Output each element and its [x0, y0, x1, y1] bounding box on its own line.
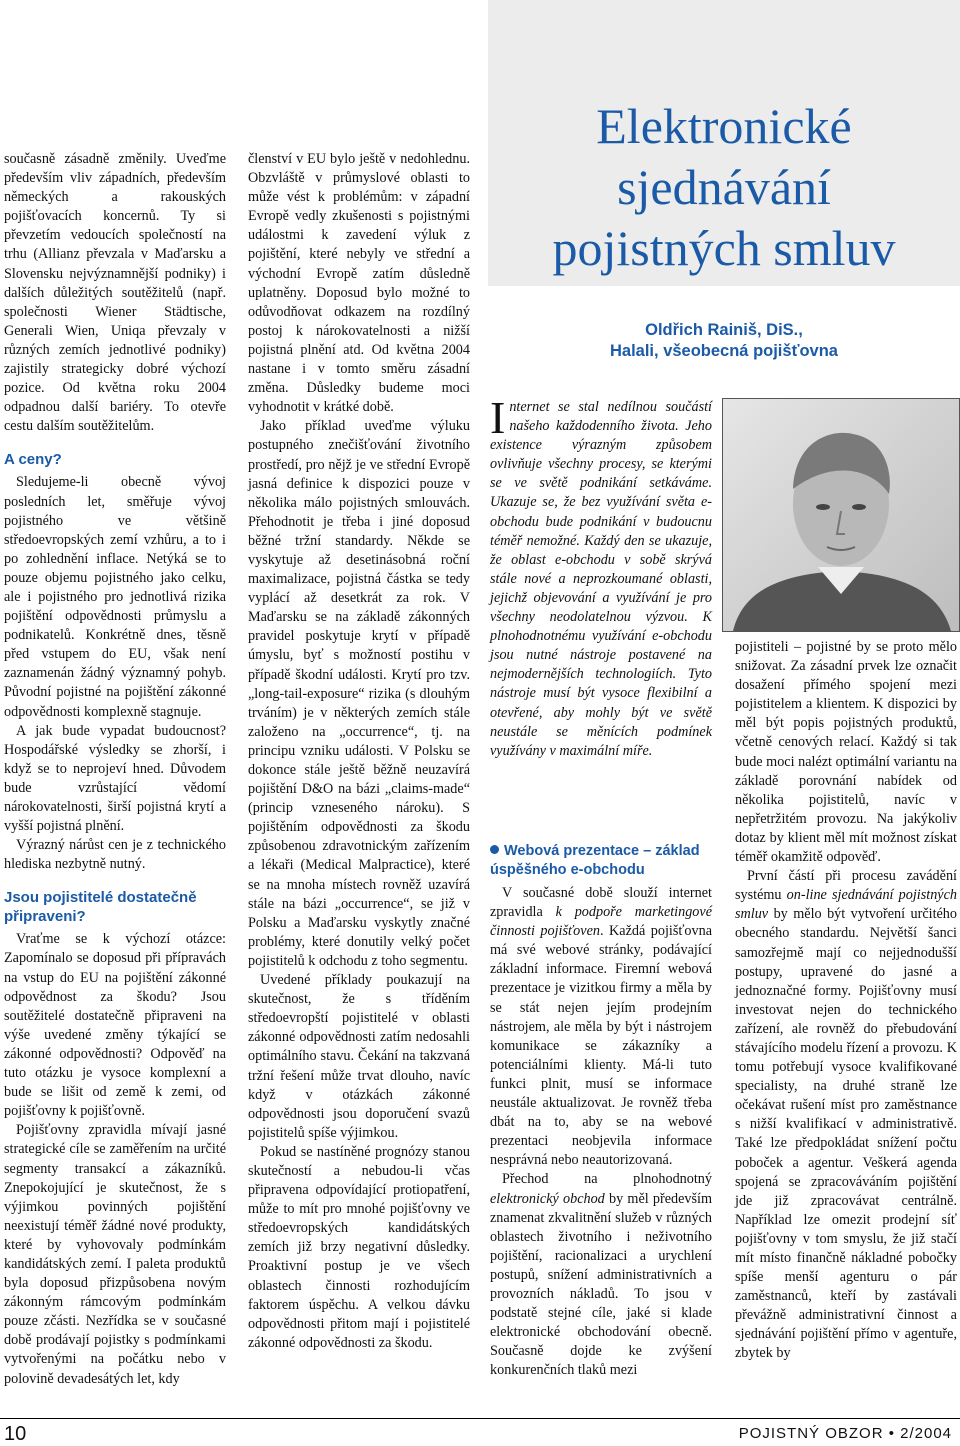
- section-heading-webova-prezentace: Webová prezentace – základ úspěšného e-obchodu: [490, 843, 700, 878]
- col1-paragraph-2: Sledujeme-li obecně vývoj posledních let, směřuje vývoj pojistného ve většině středoevropských zemí vzhůru, a to i po zohlednění inflace. Netýká se to pouze objemu pojistného jako celku, ale i pojistného pro jednotlivá rizika pojištění odpovědnosti průmyslu a podnikatelů. Konkrétně dnes, těsně před vstupem do EU, však není zaznamenán žádný významný pohyb. Původní pojistné na pojištění zákonné odpovědnosti komplexně stagnuje.: [4, 474, 226, 720]
- author-affiliation: Halali, všeobecná pojišťovna: [610, 342, 838, 360]
- title-line-3: pojistných smluv: [552, 220, 896, 276]
- publication-footer: POJISTNÝ OBZOR • 2/2004: [738, 1425, 952, 1442]
- col1-paragraph-3: A jak bude vypadat budoucnost? Hospodářské výsledky se zhorší, i když se to neprojeví hned. Důvodem bude vzrůstající vědomí nárokovatelnosti, širší pojistná krytí a vyšší pojistná plnění.: [4, 722, 226, 835]
- article-title: [500, 96, 948, 279]
- bullet-icon: [490, 845, 499, 854]
- col1-paragraph-4: Výrazný nárůst cen je z technického hlediska nezbytně nutný.: [4, 837, 226, 873]
- col1-paragraph-6: Pojišťovny zpravidla mívají jasné strategické cíle se zaměřením na určité segmenty transakcí a zákazníků. Znepokojující je skutečnost, že s výjimkou povinných pojištění neexistují téměř žádné nové produkty, které by vyhovovaly podmínkám kandidátských zemí. I paleta produktů byla doposud přizpůsobena novým zákonným rámcovým podmínkám pouze zčásti. Nezřídka se v současné době prodávají pojistky s podmínkami vytvořenými na počátku nebo v polovině devadesátých let, kdy: [4, 1122, 226, 1387]
- drop-cap: I: [490, 392, 506, 443]
- column-2: [248, 150, 470, 1353]
- col1-paragraph-5: Vraťme se k výchozí otázce: Zapomínalo se doposud při přípravách na vstup do EU na pojištění zákonné odpovědnost za škodu? Jsou soutěžitelé dostatečně připraveni na výše uvedené změny týkající se zákonné odpovědnosti? Odpověď na tuto otázku je vysoce komplexní a bude se lišit od země k zemi, od pojišťovny k pojišťovně.: [4, 931, 226, 1120]
- page-number: 10: [4, 1423, 27, 1445]
- col2-paragraph-2: Jako příklad uveďme výluku postupného znečišťování životního prostředí, pro nějž je ve střední Evropě jasná definice k dispozici pouze v několika málo pojistných smlouvách. Přehodnotit je třeba i jiné doposud běžné tržní standardy. Někde se vyskytuje až desetinásobná roční maximalizace, pojistná částka se tedy vyplácí až desetkrát za rok. V Maďarsku se na základě zákonných pravidel poskytuje krytí v případě úmyslu, byť s možností postihu v případě škodní události. Krytí pro tzv. „long-tail-exposure“ rizika (s dlouhým trváním) je v některých zemích stále založeno na „occurrence“, tj. na principu vzniku události. V Polsku se dokonce stále ještě běžně neuzavírá pojištění D&O na bázi „claims-made“ (princip vzneseného nároku). S pojištěním odpovědnosti za škodu způsobenou zdravotnickým zařízením a lékaři (Medical Malpractice), které se na mnoha místech rovněž uzavírá stále na bázi „occurrence“, se již v Polsku a Maďarsku vyskytly značné problémy, které donutily velký počet pojistitelů k odchodu z toho segmentu.: [248, 418, 470, 969]
- column-4: [735, 638, 957, 1364]
- author-name: Oldřich Rainiš, DiS.,: [645, 321, 803, 339]
- title-line-1: Elektronické: [596, 98, 852, 154]
- column-3: [490, 842, 712, 1380]
- author-block: [500, 320, 948, 362]
- col2-paragraph-1: členství v EU bylo ještě v nedohlednu. Obzvláště v průmyslové oblasti to může vést k problémům: v západní Evropě vedly zkušenosti s pojistnými událostmi k zavedení výluk z pojištění, které nebyly ve střední a východní Evropě zatím důsledně uplatněny. Doposud bylo možné to odůvodňovat odkazem na rozdílný postoj k nárokovatelnosti a nižší pojistná plnění atd. Od května 2004 nastane i v tomto směru zásadní změna. Důsledky budeme moci vyhodnotit v krátké době.: [248, 151, 470, 416]
- lead-text: nternet se stal nedílnou součástí našeho každodenního života. Jeho existence výrazným způsobem ovlivňuje všechny procesy, se kterými se ve světě podnikání setkáváme. Ukazuje se, že bez využívání světa e-obchodu bude podnikání v budoucnu téměř nemožné. Každý den se ukazuje, že oblast e-obchodu v sobě skrývá stále nové a neprozkoumané oblasti, jejichž objevování a využívání je pro všechny neodolatelnou výzvou. K plnohodnotnému využívání e-obchodu jsou nutné nástroje postavené na nejmodernějších technologiích. Tyto nástroje musí být vysoce flexibilní a otevřené, aby mohly být ve světě neustále se měnících podmínek využívány v maximální míře.: [490, 399, 712, 759]
- portrait-image: [723, 399, 959, 631]
- col3-paragraph-2: Přechod na plnohodnotný elektronický obchod by měl především znamenat zkvalitnění služeb v různých oblastech životního i neživotního pojištění, racionalizaci a urychlení postupů, snížení administrativních a provozních nákladů. To jsou v podstatě stejné cíle, jaké si klade elektronické obchodování obecně. Současně dojde ke zvýšení konkurenčních tlaků mezi: [490, 1171, 712, 1379]
- col1-paragraph-1: současně zásadně změnily. Uveďme především vliv západních, především německých a rakouských pojišťovacích koncernů. Ty si převzetím vedoucích společností na trhu (Allianz převzala v Maďarsku a Slovensku nejvýznamnější podniky) i dalších důležitých soutěžitelů (např. společnosti Wiener Städtische, Generali Wien, Uniqa převzaly v různých zemích jednotlivé podniky) zajistily strategicky dobré výchozí pozice. Od května roku 2004 odpadnou další bariéry. To otevře cestu dalším soutěžitelům.: [4, 151, 226, 435]
- col2-paragraph-3: Uvedené příklady poukazují na skutečnost, že s tříděním středoevropští pojistitelé v oblasti zákonné odpovědnosti zatím nedosahli optimálního stavu. Čekání na takzvaná tržní řešení může trvat dlouho, navíc když v otázkách zákonné odpovědnosti jsou doporučení svazů pojistitelů spíše výjimkou.: [248, 972, 470, 1141]
- title-line-2: sjednávání: [617, 159, 831, 215]
- section-heading-pripraveni: Jsou pojistitelé dostatečně připraveni?: [4, 889, 197, 926]
- column-1: [4, 150, 226, 1389]
- col3-paragraph-1: V současné době slouží internet zpravidla k podpoře marketingové činnosti pojišťoven. Každá pojišťovna má své webové stránky, podávající základní informace. Firemní webová prezentace je vizitkou firmy a měla by se stát nejen jejím prodejním nástrojem, ale měla by být i nástrojem komunikace se zákazníky a potenciálními klienty. Má-li tuto funkci plnit, musí se informace neustále aktualizovat. Je rovněž třeba dbát na to, aby se na webové prezentaci neobjevila informace nesprávná nebo neautorizovaná.: [490, 885, 712, 1169]
- footer-rule: [0, 1418, 960, 1419]
- section-heading-ceny: A ceny?: [4, 451, 62, 469]
- col2-paragraph-4: Pokud se nastíněné prognózy stanou skutečností a nebudou-li včas připravena odpovídající protiopatření, může to mít pro mnohé pojišťovny ve středoevropských kandidátských zemích již brzy negativní důsledky. Proaktivní postup je ve všech oblastech činnosti rozhodujícím faktorem úspěchu. A velkou dávku odpovědnosti přitom mají i pojistitelé zákonné odpovědnosti za škodu.: [248, 1143, 470, 1351]
- article-lead: [490, 392, 712, 761]
- col4-paragraph-1: pojistiteli – pojistné by se proto mělo snižovat. Za zásadní prvek lze označit dosažení přímého spojení mezi pojistitelem a klientem. K dispozici by měl být popis pojistných produktů, včetně cenových relací. Každý si tak bude moci nalézt optimální variantu na základě porovnání nabídek od několika pojistitelů, navíc v nepřetržitém provozu. Na jakýkoliv dotaz by klient měl mít možnost získat téměř okamžitě odpověď.: [735, 639, 957, 866]
- col4-paragraph-2: První částí při procesu zavádění systému on-line sjednávání pojistných smluv by mělo být vytvoření určitého obecného standardu. Největší šanci samozřejmě mají co nejjednodušší postupy, upravené do jasné a jednoznačné formy. Pojišťovny musí investovat nejen do technického zařízení, ale rovněž do přebudování stávajícího modelu řízení a provozu. K tomu potřebují vysoce kvalifikované specialisty, na druhé straně lze očekávat rušení míst pro zaměstnance s nižší kvalifikací v administrativě. Také lze předpokládat snížení počtu poboček a agentur. Veškerá agenda spojená se zpracováváním pojištění jde již zpracovávat centrálně. Například lze omezit prodejní síť pojišťovny v tom smyslu, že již stačí mít místo finančně nákladné pobočky spíše menší agenturu o pár zaměstnanců, kteří by zastávali převážně administrativní činnost a sjednávání pojištění přímo v agentuře, zbytek by: [735, 868, 957, 1362]
- author-photo: [722, 398, 960, 632]
